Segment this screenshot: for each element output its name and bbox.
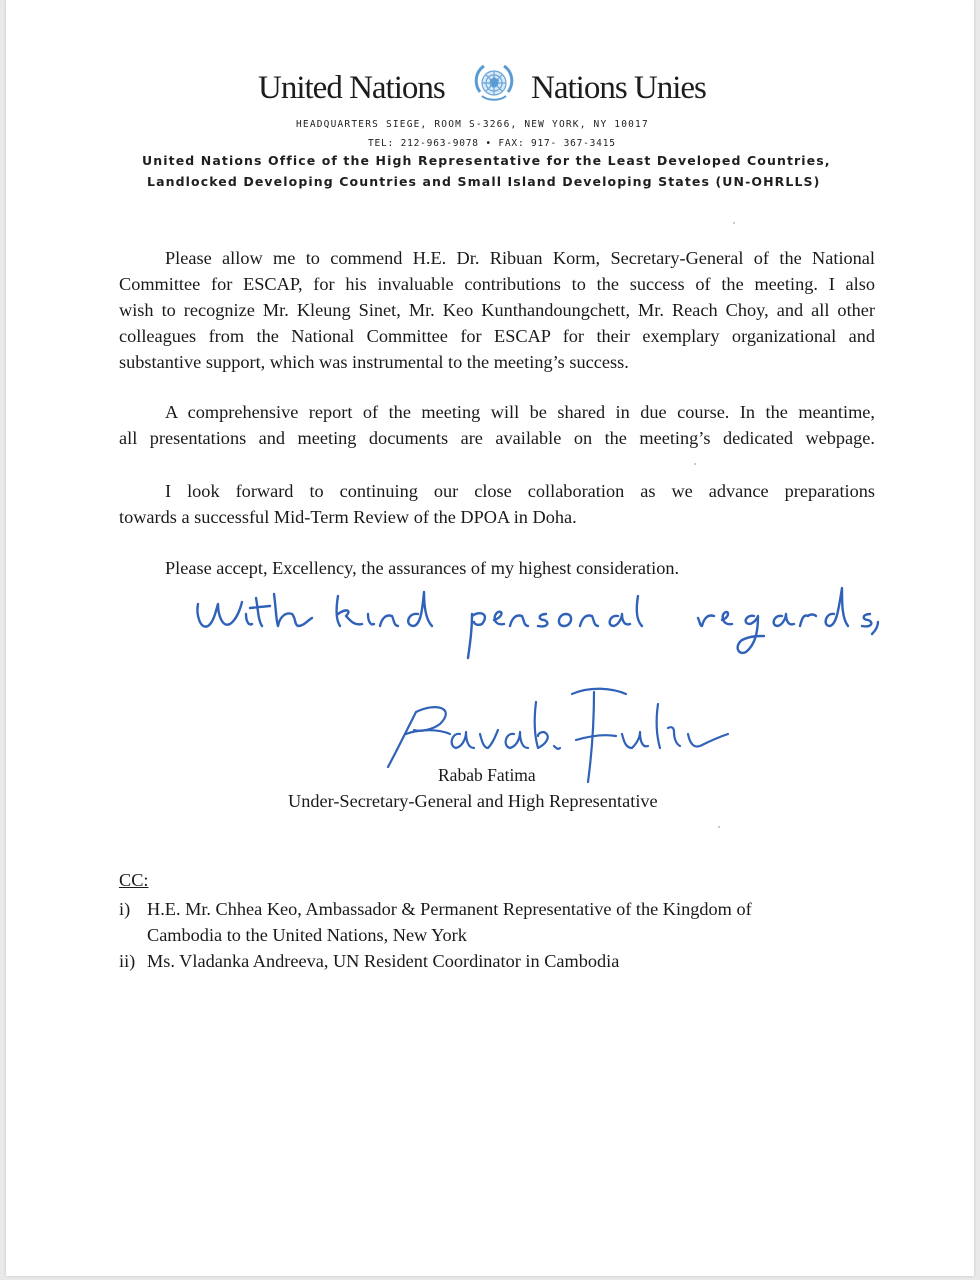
closing-line: Please accept, Excellency, the assurances of my highest consideration. (165, 558, 680, 578)
cc-item-line: Ms. Vladanka Andreeva, UN Resident Coordinator in Cambodia (147, 951, 620, 971)
paragraph-line: wish to recognize Mr. Kleung Sinet, Mr. Keo Kunthandoungchett, Mr. Reach Choy, and all other (119, 300, 875, 320)
paragraph-collaboration (119, 478, 875, 530)
paragraph-line: colleagues from the National Committee for ESCAP for their exemplary organizational and (119, 326, 875, 346)
paragraph-line: towards a successful Mid-Term Review of the DPOA in Doha. (119, 507, 577, 527)
scan-speck (718, 826, 720, 828)
paragraph-line: I look forward to continuing our close collaboration as we advance preparations (165, 481, 875, 501)
cc-item-line: Cambodia to the United Nations, New York (147, 925, 467, 945)
cc-label: CC: (119, 870, 149, 890)
signer-name: Rabab Fatima (438, 765, 536, 785)
paragraph-line: Committee for ESCAP, for his invaluable contributions to the success of the meeting. I also (119, 274, 875, 294)
paragraph-commendation (119, 245, 875, 375)
signature-scribble (376, 672, 766, 792)
letterhead-office-line-2: Landlocked Developing Countries and Small Island Developing States (UN-OHRLLS) (147, 174, 821, 189)
cc-item-number: i) (119, 899, 131, 919)
letter-page (6, 0, 974, 1276)
letterhead-title-fr: Nations Unies (531, 70, 706, 106)
cc-item-number: ii) (119, 951, 136, 971)
paragraph-line: all presentations and meeting documents are available on the meeting’s dedicated webpage. (119, 428, 875, 448)
scan-speck (694, 463, 696, 465)
paragraph-line: Please allow me to commend H.E. Dr. Ribuan Korm, Secretary-General of the National (165, 248, 875, 268)
cc-item-line: H.E. Mr. Chhea Keo, Ambassador & Permanent Representative of the Kingdom of (147, 899, 752, 919)
signer-title: Under-Secretary-General and High Representative (288, 791, 658, 811)
paragraph-line: substantive support, which was instrumental to the meeting’s success. (119, 352, 629, 372)
letterhead-contact: TEL: 212-963-9078 • FAX: 917- 367-3415 (368, 138, 616, 149)
paragraph-report (119, 399, 875, 451)
un-emblem-icon (466, 58, 522, 108)
letterhead-address: HEADQUARTERS SIEGE, ROOM S-3266, NEW YORK, NY 10017 (296, 119, 649, 130)
scan-speck (733, 222, 735, 224)
letterhead-office-line-1: United Nations Office of the High Representative for the Least Developed Countries, (142, 153, 831, 168)
handwritten-regards (186, 574, 906, 664)
letterhead-title-en: United Nations (258, 70, 445, 106)
paragraph-line: A comprehensive report of the meeting will be shared in due course. In the meantime, (165, 402, 875, 422)
